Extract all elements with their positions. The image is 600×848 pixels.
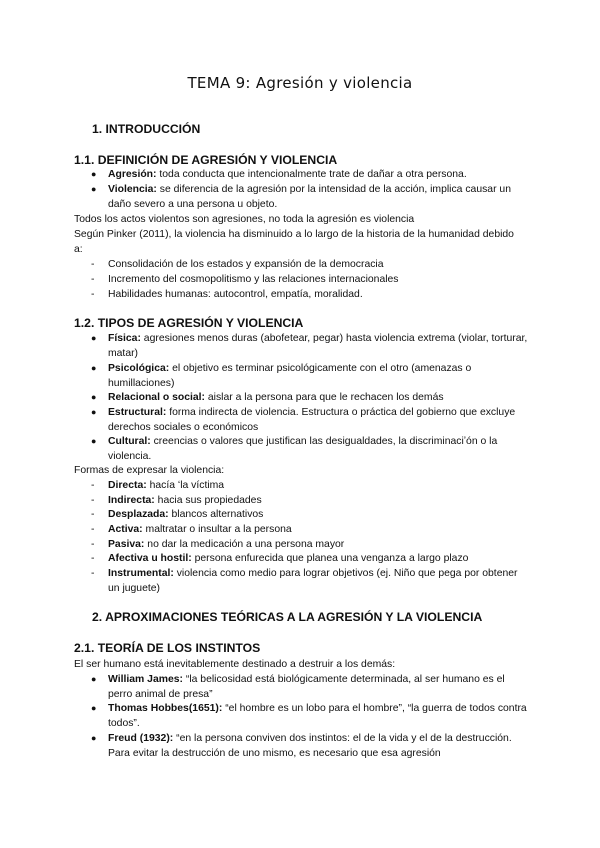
section-1-1-heading: 1.1. DEFINICIÓN DE AGRESIÓN Y VIOLENCIA: [74, 153, 338, 167]
bullet-marker: ●: [91, 392, 97, 402]
list-item: Agresión: toda conducta que intencionalmente trate de dañar a otra persona.: [108, 169, 467, 180]
list-item: Cultural: creencias o valores que justifican las desigualdades, la discriminaciʼón o la violencia.: [108, 436, 498, 462]
list-item: Directa: hacía ʻla víctima: [108, 480, 225, 491]
list-item: Desplazada: blancos alternativos: [108, 509, 264, 520]
list-item: Activa: maltratar o insultar a la persona: [108, 524, 292, 535]
list-item: Pasiva: no dar la medicación a una persona mayor: [108, 539, 345, 550]
dash-marker: -: [91, 259, 95, 270]
list-item: Consolidación de los estados y expansión de la democracia: [108, 259, 384, 270]
bullet-marker: ●: [91, 184, 97, 194]
bullet-marker: ●: [91, 703, 97, 713]
list-item: Freud (1932): “en la persona conviven dos instintos: el de la vida y el de la destrucción. Para evitar la destrucción de uno mismo, es necesario que esa agresión: [108, 733, 512, 759]
list-item: Física: agresiones menos duras (abofetear, pegar) hasta violencia extrema (violar, torturar, matar): [108, 333, 528, 359]
list-item: Psicológica: el objetivo es terminar psicológicamente con el otro (amenazas o humillaciones): [108, 363, 472, 389]
section-2-heading: 2. APROXIMACIONES TEÓRICAS A LA AGRESIÓN Y LA VIOLENCIA: [92, 610, 483, 624]
dash-marker: -: [91, 524, 95, 535]
list-item: William James: “la belicosidad está biológicamente determinada, al ser humano es el perro animal de presa”: [108, 674, 505, 700]
dash-marker: -: [91, 289, 95, 300]
dash-marker: -: [91, 274, 95, 285]
dash-marker: -: [91, 553, 95, 564]
list-item: Habilidades humanas: autocontrol, empatía, moralidad.: [108, 289, 363, 300]
paragraph: Según Pinker (2011), la violencia ha disminuido a lo largo de la historia de la humanidad debido a:: [74, 229, 514, 255]
list-item: Estructural: forma indirecta de violencia. Estructura o práctica del gobierno que excluye derechos sociales o económicos: [108, 407, 516, 433]
section-1-2-heading: 1.2. TIPOS DE AGRESIÓN Y VIOLENCIA: [74, 316, 304, 330]
list-item: Violencia: se diferencia de la agresión por la intensidad de la acción, implica causar un daño severo a una persona u objeto.: [108, 184, 511, 210]
bullet-marker: ●: [91, 674, 97, 684]
dash-marker: -: [91, 495, 95, 506]
dash-marker: -: [91, 509, 95, 520]
dash-marker: -: [91, 568, 95, 579]
bullet-marker: ●: [91, 169, 97, 179]
paragraph: Formas de expresar la violencia:: [74, 465, 225, 476]
list-item: Incremento del cosmopolitismo y las relaciones internacionales: [108, 274, 399, 285]
dash-marker: -: [91, 480, 95, 491]
bullet-marker: ●: [91, 436, 97, 446]
list-item: Relacional o social: aislar a la persona para que le rechacen los demás: [108, 392, 444, 403]
page-title: TEMA 9: Agresión y violencia: [187, 74, 413, 92]
paragraph: El ser humano está inevitablemente destinado a destruir a los demás:: [74, 659, 396, 670]
bullet-marker: ●: [91, 733, 97, 743]
list-item: Instrumental: violencia como medio para lograr objetivos (ej. Niño que pega por obtener un juguete): [108, 568, 518, 594]
dash-marker: -: [91, 539, 95, 550]
list-item: Afectiva u hostil: persona enfurecida que planea una venganza a largo plazo: [108, 553, 469, 564]
bullet-marker: ●: [91, 333, 97, 343]
bullet-marker: ●: [91, 363, 97, 373]
list-item: Thomas Hobbes(1651): “el hombre es un lobo para el hombre”, “la guerra de todos contra todos”.: [108, 703, 527, 729]
bullet-marker: ●: [91, 407, 97, 417]
section-1-heading: 1. INTRODUCCIÓN: [92, 122, 201, 136]
list-item: Indirecta: hacia sus propiedades: [108, 495, 262, 506]
section-2-1-heading: 2.1. TEORÍA DE LOS INSTINTOS: [74, 641, 261, 655]
paragraph: Todos los actos violentos son agresiones, no toda la agresión es violencia: [74, 214, 415, 225]
